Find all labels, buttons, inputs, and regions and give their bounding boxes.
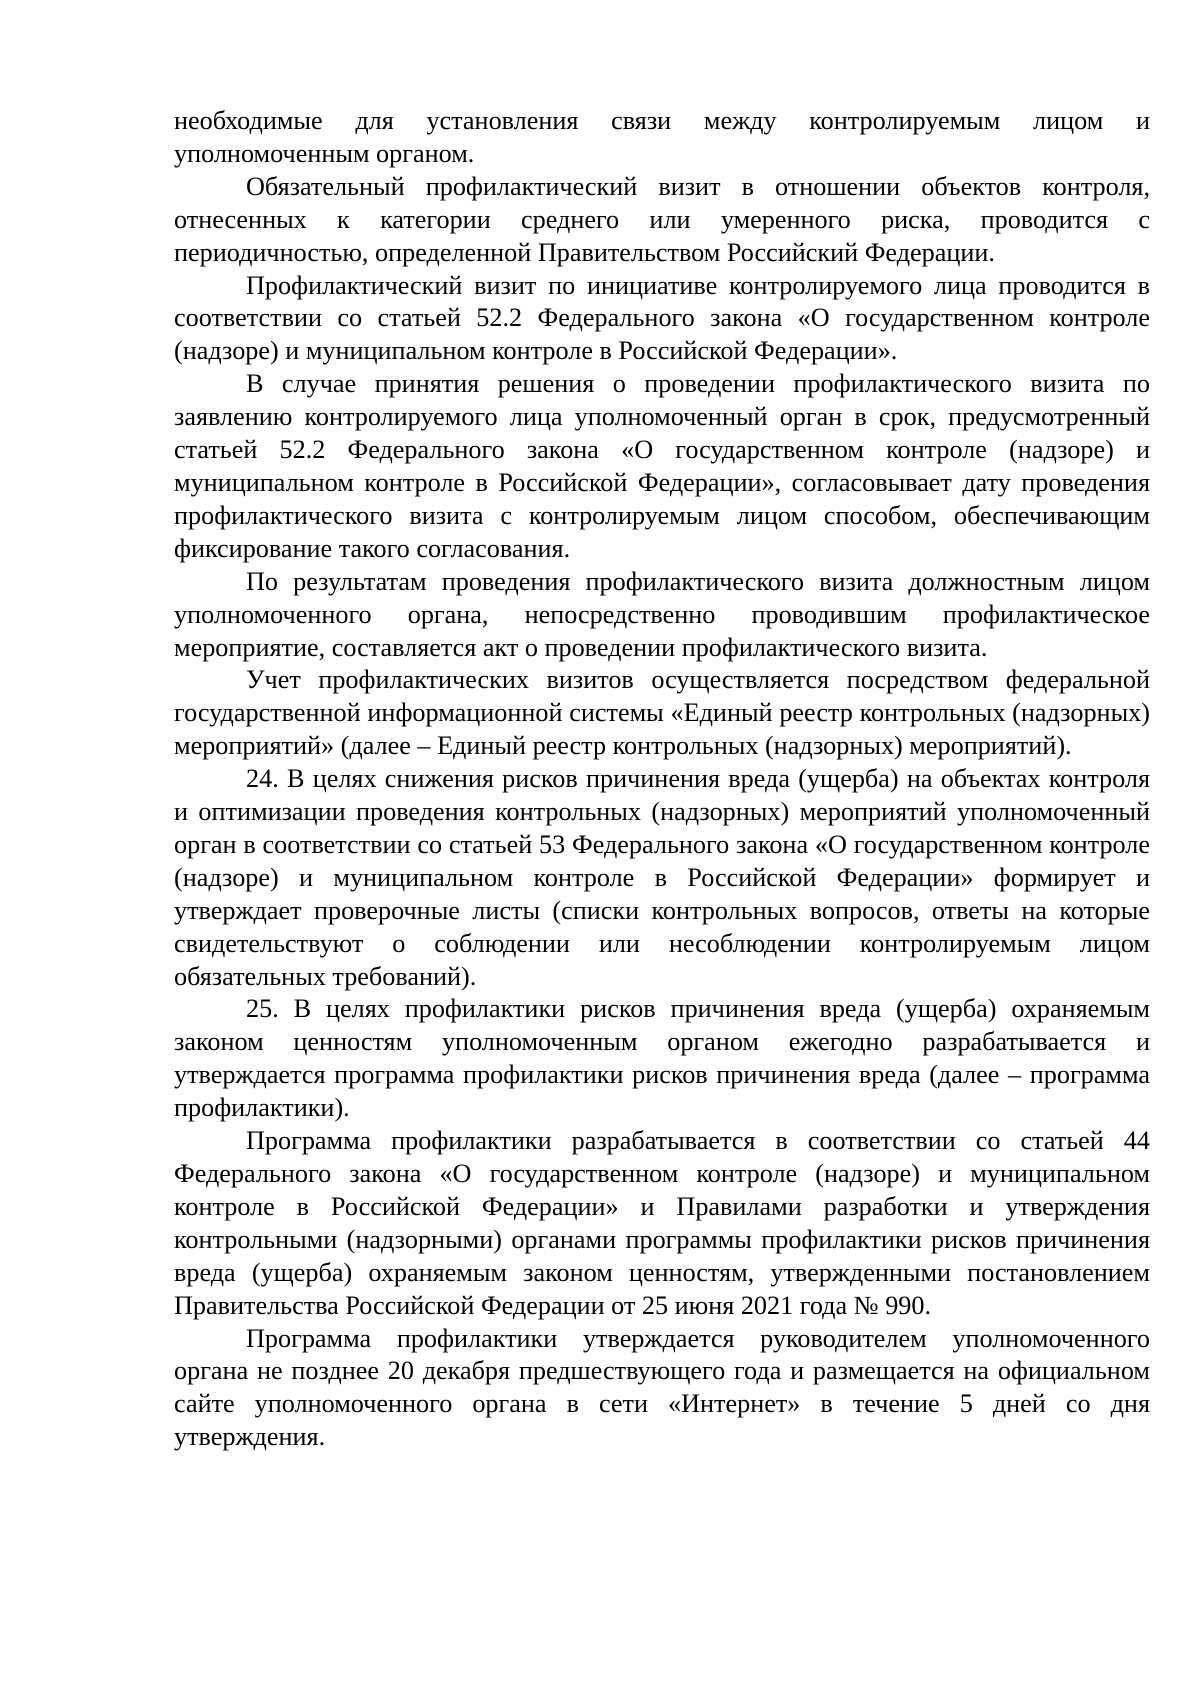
paragraph-mandatory-visit: Обязательный профилактический визит в отношении объектов контроля, отнесенных к категории среднего или умеренного риска, проводится с периодичностью, определенной Правительством Российский Федерации. xyxy=(174,171,1150,267)
paragraph-program-approval: Программа профилактики утверждается руководителем уполномоченного органа не позднее 20 декабря предшествующего года и размещается на официальном сайте уполномоченного органа в сети «Интернет» в течение 5 дней со дня утверждения. xyxy=(174,1323,1150,1452)
paragraph-item-24: 24. В целях снижения рисков причинения вреда (ущерба) на объектах контроля и оптимизации проведения контрольных (надзорных) мероприятий уполномоченный орган в соответствии со статьей 53 Федерального закона «О государственном контроле (надзоре) и муниципальном контроле в Российской Федерации» формирует и утверждает проверочные листы (списки контрольных вопросов, ответы на которые свидетельствуют о соблюдении или несоблюдении контролируемым лицом обязательных требований). xyxy=(174,764,1150,991)
paragraph-continuation: необходимые для установления связи между контролируемым лицом и уполномоченным органом. xyxy=(174,106,1150,168)
paragraph-visit-registry: Учет профилактических визитов осуществляется посредством федеральной государственной информационной системы «Единый реестр контрольных (надзорных) мероприятий» (далее – Единый реестр контрольных (надзорных) мероприятий). xyxy=(174,665,1150,761)
paragraph-item-25: 25. В целях профилактики рисков причинения вреда (ущерба) охраняемым законом ценностям уполномоченным органом ежегодно разрабатывается и утверждается программа профилактики рисков причинения вреда (далее – программа профилактики). xyxy=(174,994,1150,1123)
paragraph-program-development: Программа профилактики разрабатывается в соответствии со статьей 44 Федерального закона «О государственном контроле (надзоре) и муниципальном контроле в Российской Федерации» и Правилами разработки и утверждения контрольными (надзорными) органами программы профилактики рисков причинения вреда (ущерба) охраняемым законом ценностям, утвержденными постановлением Правительства Российской Федерации от 25 июня 2021 года № 990. xyxy=(174,1126,1150,1320)
paragraph-visit-act: По результатам проведения профилактического визита должностным лицом уполномоченного органа, непосредственно проводившим профилактическое мероприятие, составляется акт о проведении профилактического визита. xyxy=(174,566,1150,662)
paragraph-initiative-visit: Профилактический визит по инициативе контролируемого лица проводится в соответствии со статьей 52.2 Федерального закона «О государственном контроле (надзоре) и муниципальном контроле в Российской Федерации». xyxy=(174,270,1150,366)
paragraph-visit-request: В случае принятия решения о проведении профилактического визита по заявлению контролируемого лица уполномоченный орган в срок, предусмотренный статьей 52.2 Федерального закона «О государственном контроле (надзоре) и муниципальном контроле в Российской Федерации», согласовывает дату проведения профилактического визита с контролируемым лицом способом, обеспечивающим фиксирование такого согласования. xyxy=(174,369,1150,563)
document-page xyxy=(174,105,1150,1454)
